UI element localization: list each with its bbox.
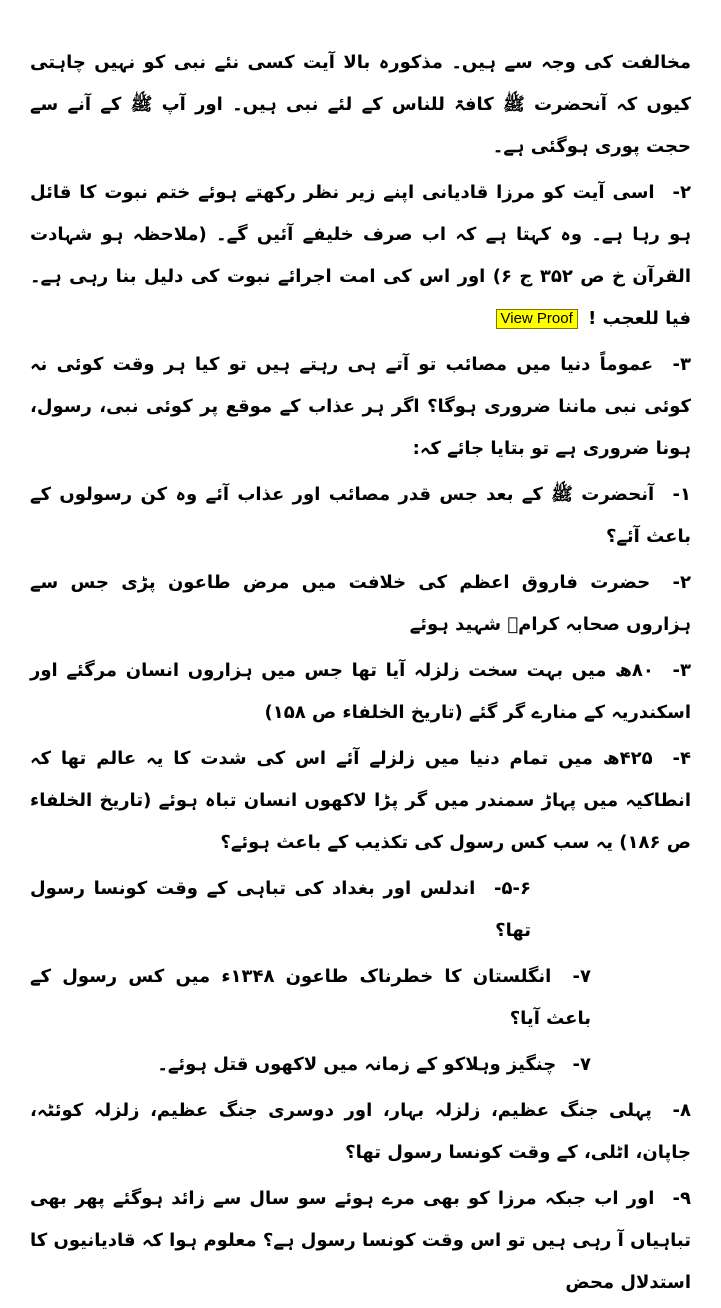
list-item-2-number: ۲- [672,572,691,593]
list-item-9-number: ۹- [672,1188,691,1209]
list-item-3 [30,650,691,734]
list-item-3-number: ۳- [672,660,691,681]
list-item-7-text: چنگیز وہلاکو کے زمانہ میں لاکھوں قتل ہوئے۔ [157,1054,557,1075]
list-item-2-text: حضرت فاروق اعظم کی خلافت میں مرض طاعون پڑی جس سے ہزاروں صحابہ کرامؓ شہید ہوئے [30,572,691,635]
paragraph-intro [30,42,691,168]
list-item-1 [30,474,691,558]
paragraph-3-number: ۳- [672,354,691,375]
list-item-8-text: پہلی جنگ عظیم، زلزلہ بہار، اور دوسری جنگ عظیم، زلزلہ کوئٹہ، جاپان، اٹلی، کے وقت کونسا رسول تھا؟ [30,1100,691,1163]
list-item-4-number: ۴- [672,748,691,769]
list-item-1-number: ۱- [672,484,691,505]
list-item-8 [30,1090,691,1174]
paragraph-intro-text: مخالفت کی وجہ سے ہیں۔ مذکورہ بالا آیت کسی نئے نبی کو نہیں چاہتی کیوں کہ آنحضرت ﷺ کافۃ للناس کے لئے نبی ہیں۔ اور آپ ﷺ کے آنے سے حجت پوری ہوگئی ہے۔ [30,52,691,157]
list-item-6-number: ۷- [572,966,591,987]
list-item-9 [30,1178,691,1304]
urdu-text-body [30,42,691,1308]
paragraph-3 [30,344,691,470]
list-item-4 [30,738,691,864]
view-proof-button[interactable]: View Proof [496,309,578,329]
paragraph-2-number: ۲- [672,182,691,203]
list-item-5 [30,868,691,952]
paragraph-2 [30,172,691,340]
paragraph-3-text: عموماً دنیا میں مصائب تو آتے ہی رہتے ہیں تو کیا ہر وقت کوئی نہ کوئی نبی ماننا ضروری ہوگا؟ اگر ہر عذاب کے موقع پر کوئی نبی، رسول، ہونا ضروری ہے تو بتایا جائے کہ: [30,354,691,459]
list-item-8-number: ۸- [672,1100,691,1121]
list-item-1-text: آنحضرت ﷺ کے بعد جس قدر مصائب اور عذاب آئے وہ کن رسولوں کے باعث آئے؟ [30,484,691,547]
paragraph-2-text: اسی آیت کو مرزا قادیانی اپنے زیر نظر رکھتے ہوئے ختم نبوت کا قائل ہو رہا ہے۔ وہ کہتا ہے کہ اب صرف خلیفے آئیں گے۔ (ملاحظہ ہو شہادت القرآن خ ص ۳۵۲ ج ۶) اور اس کی امت اجرائے نبوت کی دلیل بنا رہی ہے۔ فیا للعجب ! [30,182,691,329]
list-item-5-text: اندلس اور بغداد کی تباہی کے وقت کونسا رسول تھا؟ [30,878,531,941]
list-item-7-number: ۷- [572,1054,591,1075]
list-item-4-text: ۴۲۵ھ میں تمام دنیا میں زلزلے آئے اس کی شدت کا یہ عالم تھا کہ انطاکیہ میں پہاڑ سمندر میں گر پڑا لاکھوں انسان تباہ ہوئے (تاریخ الخلفاء ص ۱۸۶) یہ سب کس رسول کی تکذیب کے باعث ہوئے؟ [30,748,691,853]
list-item-7 [30,1044,691,1086]
list-item-2 [30,562,691,646]
list-item-5-number: ۵-۶- [494,878,531,899]
list-item-6 [30,956,691,1040]
list-item-3-text: ۸۰ھ میں بہت سخت زلزلہ آیا تھا جس میں ہزاروں انسان مرگئے اور اسکندریہ کے منارے گر گئے (تاریخ الخلفاء ص ۱۵۸) [30,660,691,723]
list-item-9-text: اور اب جبکہ مرزا کو بھی مرے ہوئے سو سال سے زائد ہوگئے پھر بھی تباہیاں آ رہی ہیں تو اس وقت کونسا رسول ہے؟ معلوم ہوا کہ قادیانیوں کا استدلال محض [30,1188,691,1293]
list-item-6-text: انگلستان کا خطرناک طاعون ۱۳۴۸ء میں کس رسول کے باعث آیا؟ [30,966,591,1029]
